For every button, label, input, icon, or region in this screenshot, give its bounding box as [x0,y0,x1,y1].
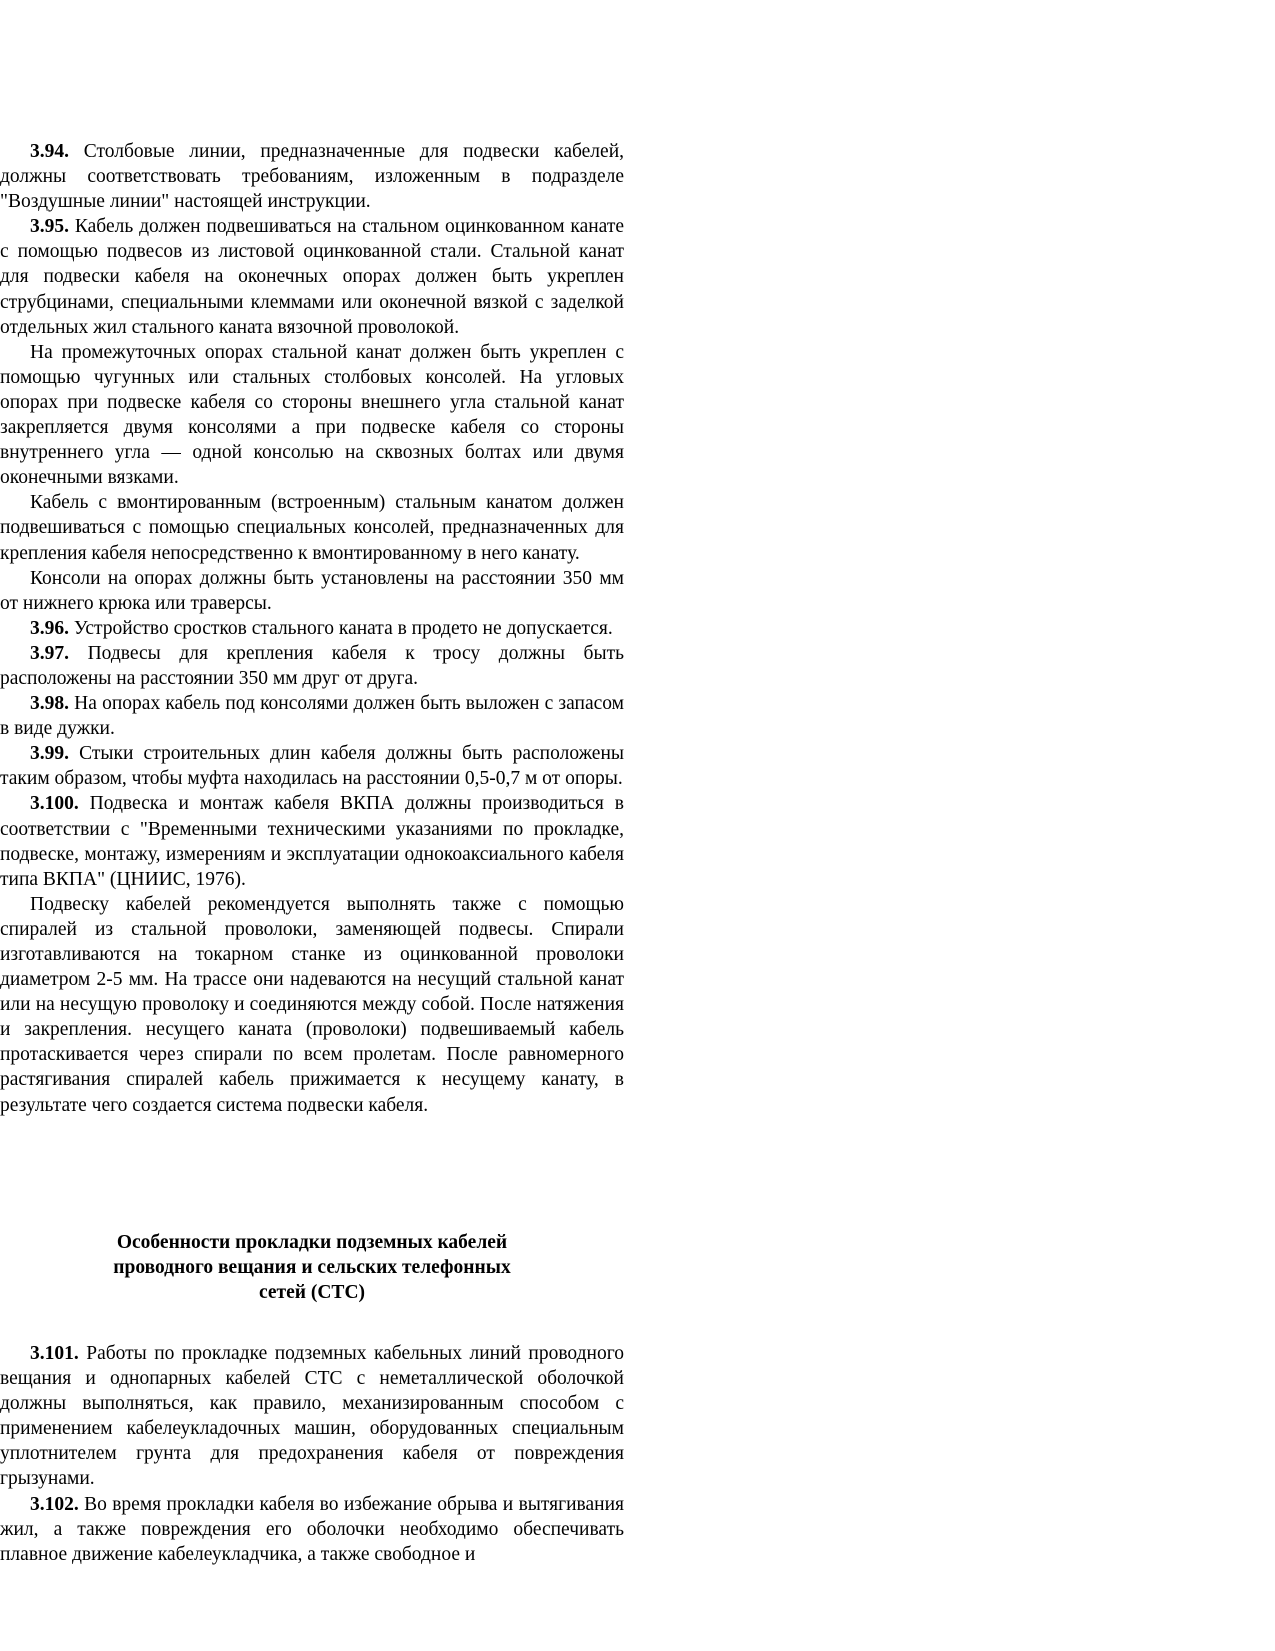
paragraph-3-97 [0,641,624,691]
paragraph-text: Столбовые линии, предназначенные для подвески кабелей, должны соответствовать требованиям, изложенным в подразделе "Воздушные линии" настоящей инструкции. [0,141,624,213]
paragraph-number: 3.99. [30,743,69,765]
paragraph-number: 3.98. [30,693,69,715]
paragraph-text: Кабель должен подвешиваться на стальном оцинкованном канате с помощью подвесов из листовой оцинкованной стали. Стальной канат для подвески кабеля на оконечных опорах должен быть укреплен струбцинами, специальными клеммами или оконечной вязкой с заделкой отдельных жил стального каната вязочной проволокой. [0,216,624,338]
paragraph-spiral-suspension [0,892,624,1118]
paragraph-built-in-rope [0,490,624,565]
paragraph-text: Подвесы для крепления кабеля к тросу должны быть расположены на расстоянии 350 мм друг от друга. [0,642,624,689]
paragraph-text: Устройство сростков стального каната в продето не допускается. [69,617,613,639]
paragraph-number: 3.94. [30,141,69,162]
paragraph-text: Работы по прокладке подземных кабельных линий проводного вещания и однопарных кабелей СТС с неметаллической оболочкой должны выполняться, как правило, механизированным способом с применением кабелеукладочных машин, оборудованных специальным уплотнителем грунта для предохранения кабеля от повреждения грызунами. [0,1342,624,1490]
paragraph-3-98 [0,691,624,741]
paragraph-number: 3.101. [30,1342,79,1364]
spacer-after-heading [0,1305,624,1341]
paragraph-3-102 [0,1492,624,1567]
paragraph-number: 3.97. [30,642,69,664]
paragraph-number: 3.96. [30,617,69,639]
paragraph-number: 3.100. [30,793,79,815]
paragraph-3-101 [0,1341,624,1492]
paragraph-3-95 [0,214,624,339]
section-heading-line-3: сетей (СТС) [258,1281,366,1303]
paragraph-3-100 [0,791,624,891]
paragraph-text: На промежуточных опорах стальной канат должен быть укреплен с помощью чугунных или стальных столбовых консолей. На угловых опорах при подвеске кабеля со стороны внешнего угла стальной канат закрепляется двумя консолями а при подвеске кабеля со стороны внутреннего угла — одной консолью на сквозных болтах или двумя оконечными вязками. [0,341,624,489]
spacer-before-heading [0,1118,624,1230]
paragraph-3-96 [0,616,624,641]
paragraph-3-94 [0,139,624,214]
paragraph-text: Во время прокладки кабеля во избежание обрыва и вытягивания жил, а также повреждения его оболочки необходимо обеспечивать плавное движение кабелеукладчика, а также свободное и [0,1493,624,1565]
section-heading [0,1230,624,1305]
text-column [0,139,624,1567]
paragraph-consoles [0,566,624,616]
paragraph-text: Консоли на опорах должны быть установлены на расстоянии 350 мм от нижнего крюка или траверсы. [0,567,624,614]
paragraph-text: На опорах кабель под консолями должен быть выложен с запасом в виде дужки. [0,693,624,740]
paragraph-text: Подвеска и монтаж кабеля ВКПА должны производиться в соответствии с "Временными техническими указаниями по прокладке, подвеске, монтажу, измерениям и эксплуатации однокоаксиального кабеля типа ВКПА" (ЦНИИС, 1976). [0,793,624,890]
paragraph-text: Кабель с вмонтированным (встроенным) стальным канатом должен подвешиваться с помощью специальных консолей, предназначенных для крепления кабеля непосредственно к вмонтированному в него канату. [0,492,624,564]
paragraph-text: Подвеску кабелей рекомендуется выполнять также с помощью спиралей из стальной проволоки, заменяющей подвесы. Спирали изготавливаются на токарном станке из оцинкованной проволоки диаметром 2-5 мм. На трассе они надеваются на несущий стальной канат или на несущую проволоку и соединяются между собой. После натяжения и закрепления. несущего каната (проволоки) подвешиваемый кабель протаскивается через спирали по всем пролетам. После равномерного растягивания спиралей кабель прижимается к несущему канату, в результате чего создается система подвески кабеля. [0,893,624,1116]
paragraph-text: Стыки строительных длин кабеля должны быть расположены таким образом, чтобы муфта находилась на расстоянии 0,5-0,7 м от опоры. [0,743,624,790]
section-heading-line-2: проводного вещания и сельских телефонных [113,1256,511,1278]
paragraph-number: 3.95. [30,216,69,238]
paragraph-number: 3.102. [30,1493,79,1515]
paragraph-intermediate-supports [0,340,624,491]
paragraph-3-99 [0,741,624,791]
section-heading-line-1: Особенности прокладки подземных кабелей [116,1231,508,1253]
